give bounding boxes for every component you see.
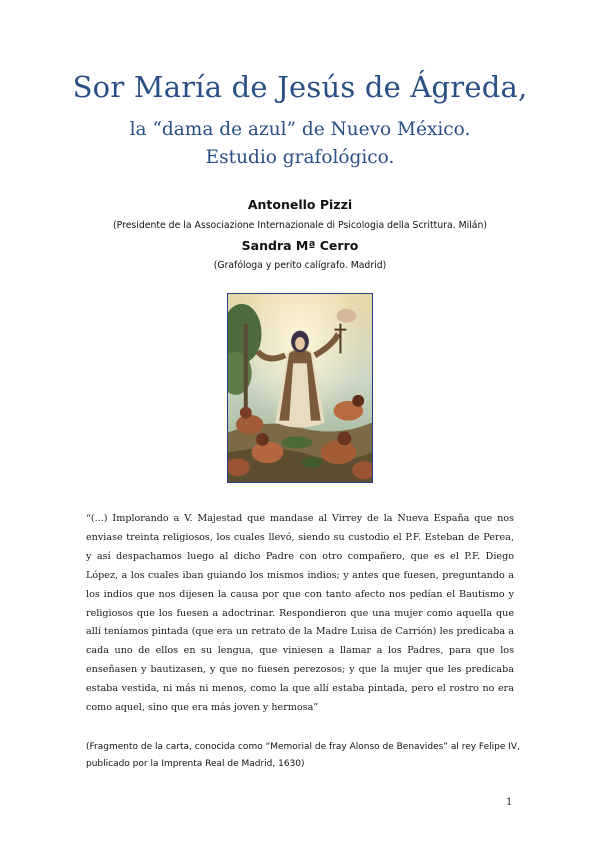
author-affiliation-2: (Grafóloga y perito calígrafo. Madrid) <box>213 260 387 271</box>
author-name-2: Sandra Mª Cerro <box>241 238 359 253</box>
quote-source-caption: (Fragmento de la carta, conocida como “Memorial de fray Alonso de Benavides” al rey Felipe IV, publicado por la Imprenta Real de Madrid, 1630) <box>86 742 520 769</box>
document-title: Sor María de Jesús de Ágreda, <box>72 70 528 104</box>
document-subtitle-line2: Estudio grafológico. <box>205 147 395 168</box>
author-affiliation-1: (Presidente de la Associazione Internazionale di Psicologia della Scrittura. Milán) <box>113 220 487 231</box>
painting-image <box>227 293 373 483</box>
painting-illustration <box>228 294 372 482</box>
author-name-1: Antonello Pizzi <box>247 197 353 212</box>
document-subtitle-line1: la “dama de azul” de Nuevo México. <box>129 119 471 140</box>
page-number: 1 <box>506 797 513 808</box>
historical-quote: “(...) Implorando a V. Majestad que mandase al Virrey de la Nueva España que nos enviase treinta religiosos, los cuales llevó, siendo su custodio el P.F. Esteban de Perea, y así despachamos luego al dicho Padre con otro compañero, que es el P.F. Diego López, a los cuales iban guiando los mismos indios; y antes que fuesen, preguntando a los indios que nos dijesen la causa por que con tanto afecto nos pedían el Bautismo y religiosos que los fuesen a adoctrinar. Respondieron que una mujer como aquella que allí teníamos pintada (que era un retrato de la Madre Luisa de Carrión) les predicaba a cada uno de ellos en su lengua, que viniesen a llamar a los Padres, para que los enseñasen y bautizasen, y que no fuesen perezosos; y que la mujer que les predicaba estaba vestida, ni más ni menos, como la que allí estaba pintada, pero el rostro no era como aquel, sino que era más joven y hermosa” <box>86 513 514 714</box>
